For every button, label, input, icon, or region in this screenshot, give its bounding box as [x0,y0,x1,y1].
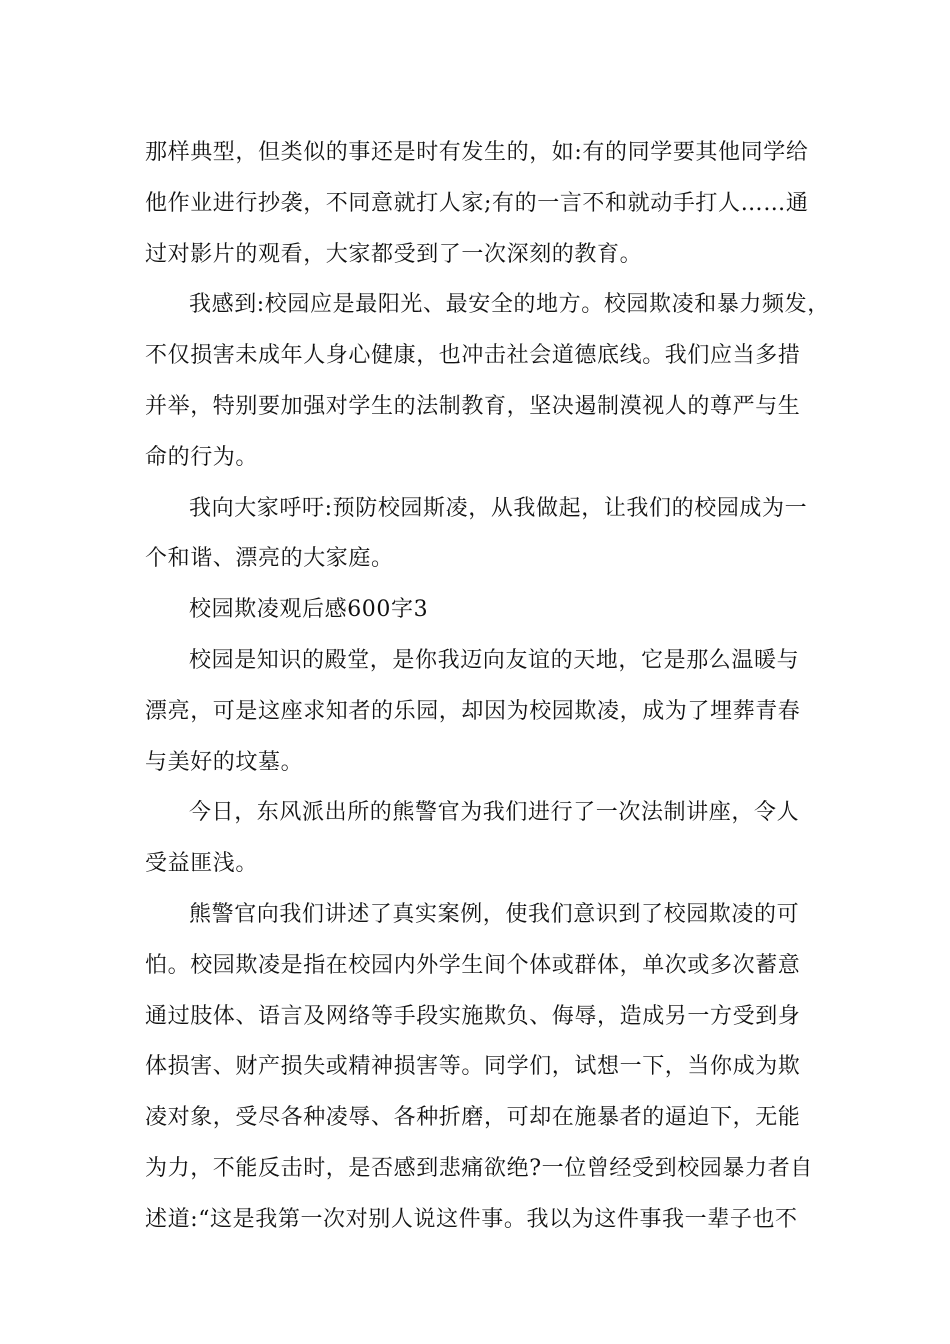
paragraph-5 [145,788,815,890]
text-line: 我感到:校园应是最阳光、最安全的地方。校园欺凌和暴力频发， [189,292,830,318]
text-line: 我向大家呼吁:预防校园斯凌，从我做起，让我们的校园成为一 [189,495,808,521]
text-line: 与美好的坟墓。 [145,749,304,775]
text-line: 过对影片的观看，大家都受到了一次深刻的教育。 [145,241,643,267]
text-line: 通过肢体、语言及网络等手段实施欺负、侮辱，造成另一方受到身 [145,1003,801,1029]
text-line: 并举，特别要加强对学生的法制教育，坚决遏制漠视人的尊严与生 [145,393,801,419]
text-line: 体损害、财产损失或精神损害等。同学们，试想一下，当你成为欺 [145,1054,801,1080]
text-line: 他作业进行抄袭，不同意就打人家;有的一言不和就动手打人……通 [145,190,809,216]
paragraph-1 [145,128,815,280]
paragraph-6 [145,890,815,1246]
text-line: 那样典型，但类似的事还是时有发生的，如:有的同学要其他同学给 [145,140,809,165]
text-line: 校园是知识的殿堂，是你我迈向友谊的天地，它是那么温暖与 [189,647,800,673]
text-line: 不仅损害未成年人身心健康，也冲击社会道德底线。我们应当多措 [145,343,801,369]
document-body [145,128,830,1246]
paragraph-3 [145,484,815,586]
text-line: 怕。校园欺凌是指在校园内外学生间个体或群体，单次或多次蓄意 [145,952,801,978]
text-line: 凌对象，受尽各种凌辱、各种折磨，可却在施暴者的逼迫下，无能 [145,1105,801,1131]
text-line: 漂亮，可是这座求知者的乐园，却因为校园欺凌，成为了埋葬青春 [145,698,801,724]
text-line: 熊警官向我们讲述了真实案例，使我们意识到了校园欺凌的可 [189,901,800,927]
text-line: 个和谐、漂亮的大家庭。 [145,546,394,572]
text-line: 述道:“这是我第一次对别人说这件事。我以为这件事我一辈子也不 [145,1206,798,1232]
paragraph-4 [145,636,815,788]
text-line: 为力，不能反击时，是否感到悲痛欲绝?一位曾经受到校园暴力者自 [145,1155,813,1181]
text-line: 今日，东风派出所的熊警官为我们进行了一次法制讲座，令人 [189,800,800,826]
heading-text: 校园欺凌观后感600字3 [189,597,429,623]
section-heading [145,585,815,636]
text-line: 命的行为。 [145,444,259,470]
text-line: 受益匪浅。 [145,851,259,877]
paragraph-2 [145,280,830,483]
